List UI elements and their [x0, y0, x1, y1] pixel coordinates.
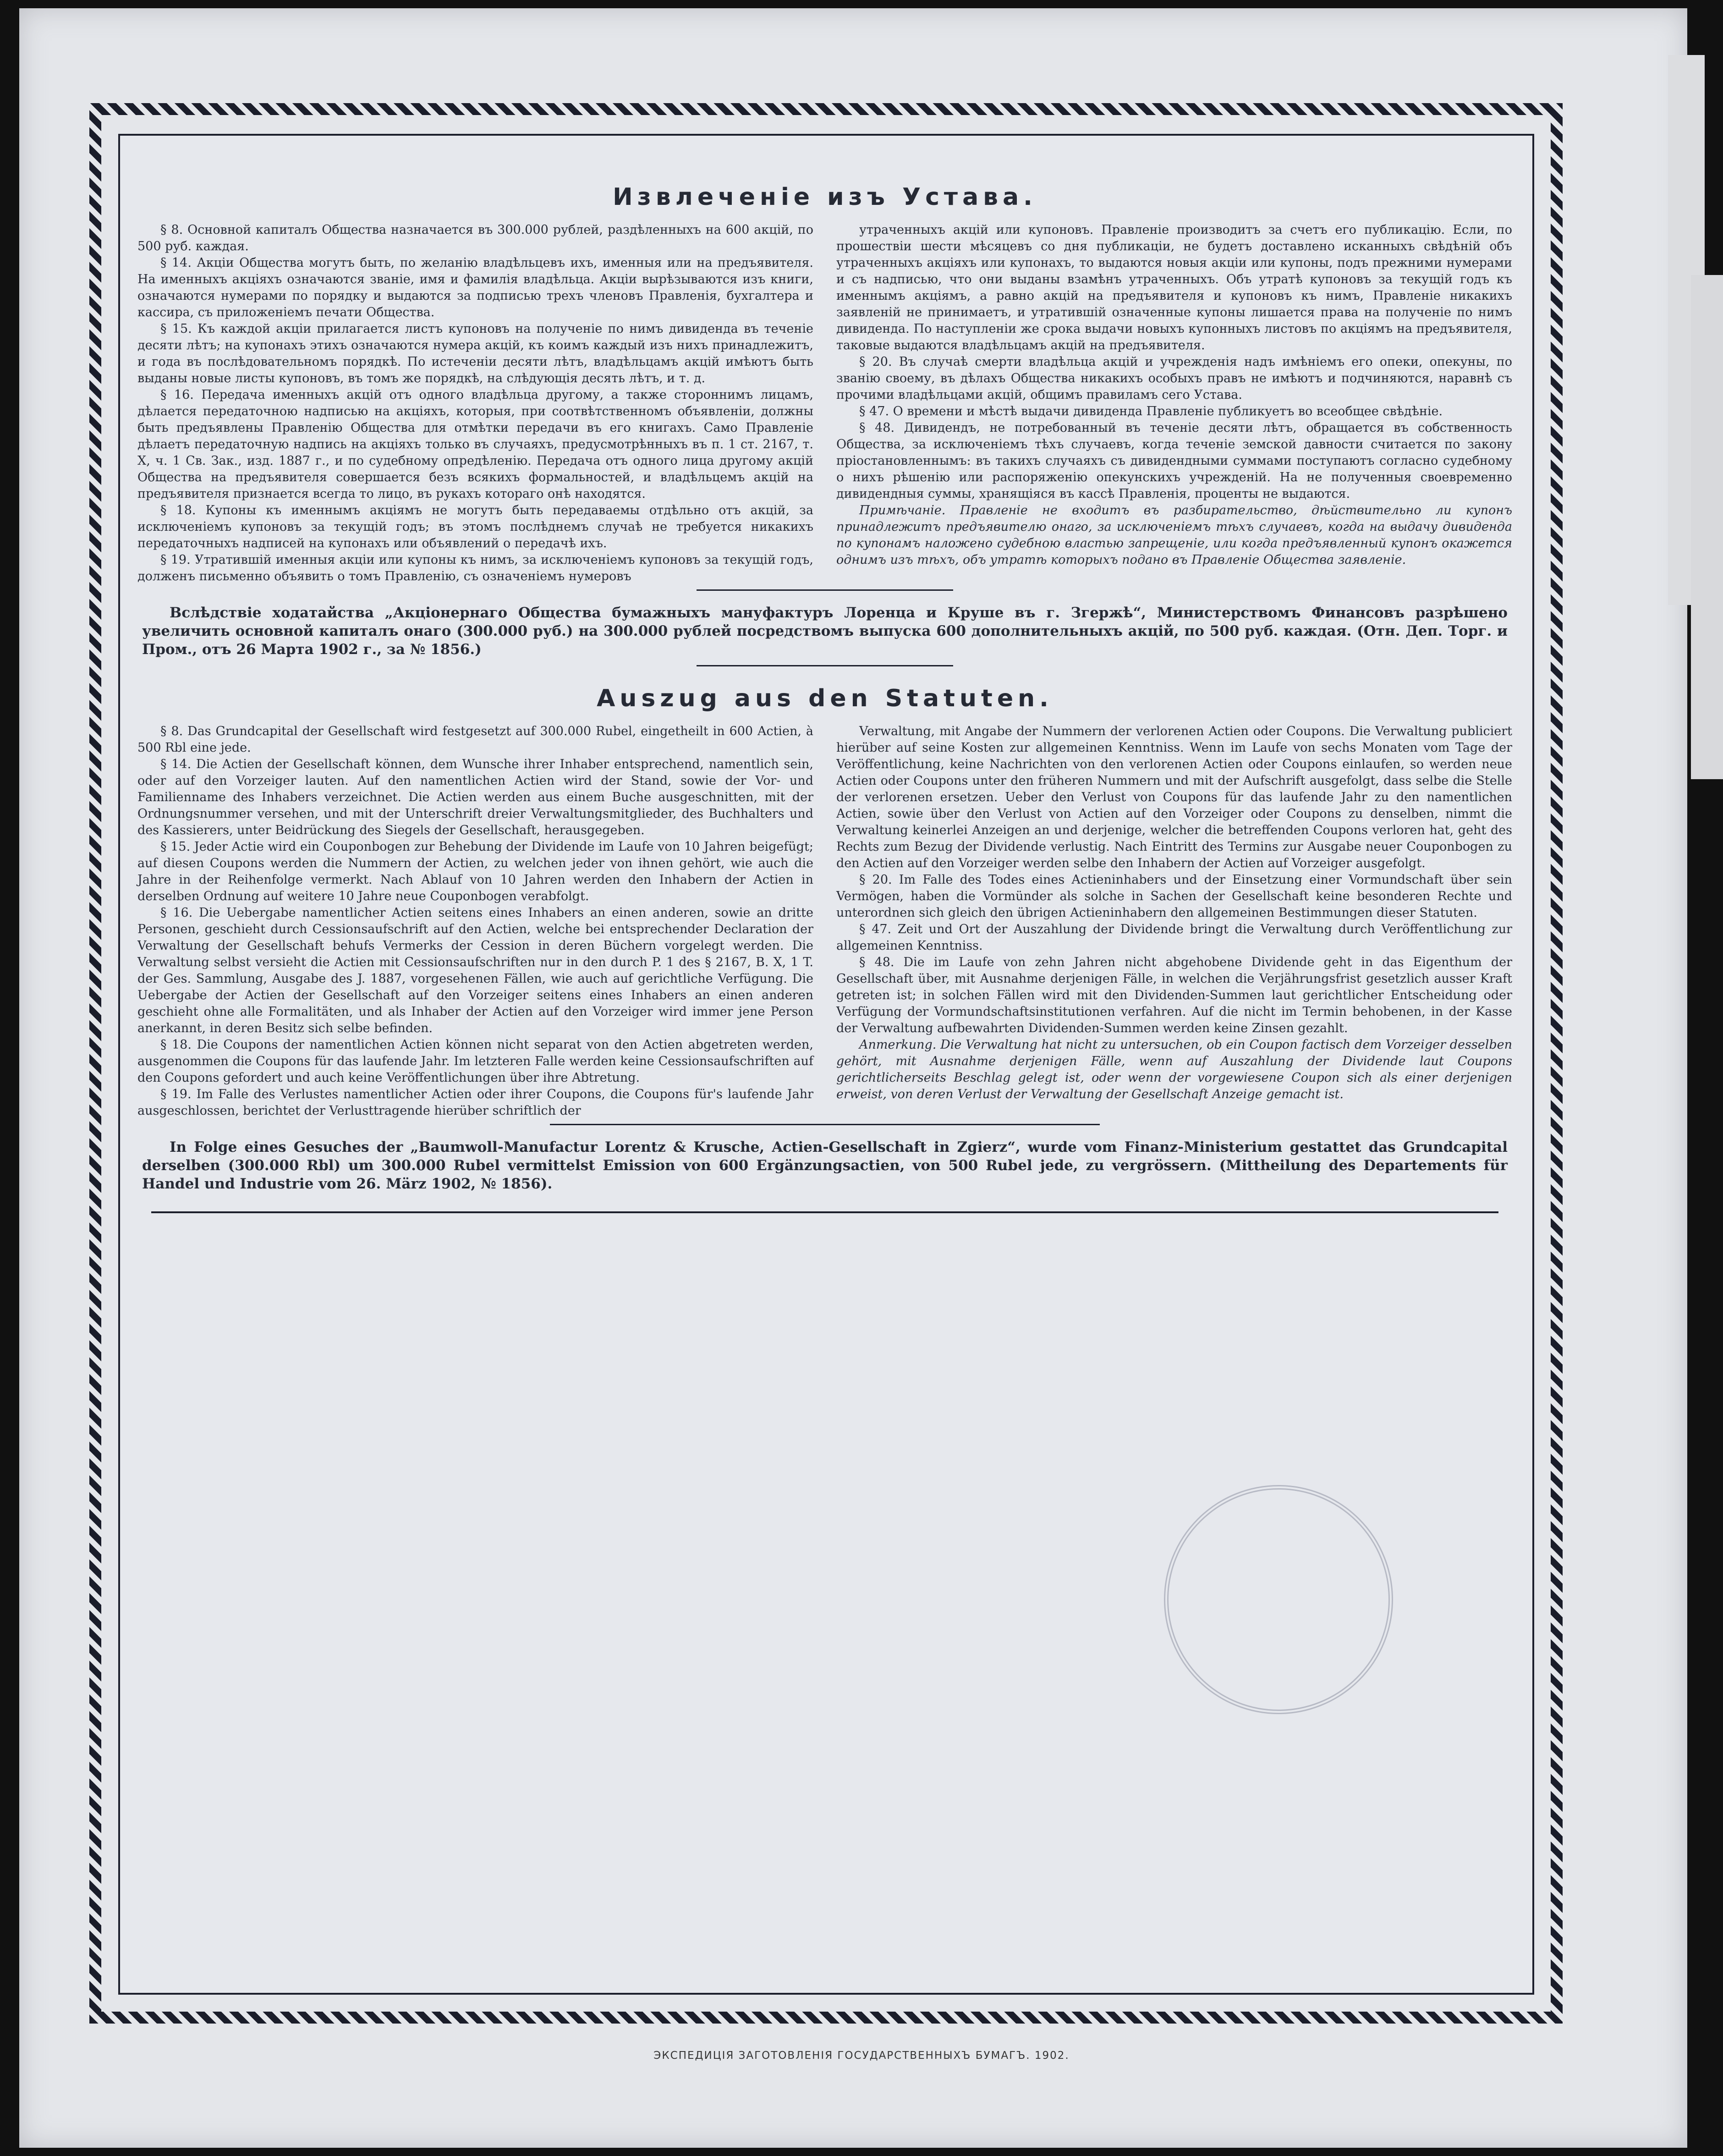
paragraph: § 16. Передача именныхъ акцій отъ одного владѣльца другому, а также стороннимъ лицамъ, дѣлается передаточною надписью на акціяхъ, которыя, при соотвѣтственномъ объявленіи, должны быть предъявлены Правленію Общества для отмѣтки передачи въ его книгахъ. Само Правленіе дѣлаетъ передаточную надпись на акціяхъ только въ случаяхъ, предусмотрѣнныхъ въ п. 1 ст. 2167, т. X, ч. 1 Св. Зак., изд. 1887 г., и по судебному опредѣленію. Передача отъ одного лица другому акцій Общества на предъявителя совершается безъ всякихъ формальностей, и владѣльцемъ акцій на предъявителя признается всегда то лицо, въ рукахъ котораго онѣ находятся. — [137, 388, 813, 501]
paragraph: § 18. Купоны къ именнымъ акціямъ не могутъ быть передаваемы отдѣльно отъ акцій, за исключеніемъ купоновъ за текущій годъ; въ этомъ послѣднемъ случаѣ не требуется никакихъ передаточныхъ надписей на купонахъ или объявлений о передачѣ ихъ. — [137, 503, 813, 550]
paragraph: § 19. Утратившій именныя акціи или купоны къ нимъ, за исключеніемъ купоновъ за текущій годъ, долженъ письменно объявить о томъ Правленію, съ означеніемъ нумеровъ — [137, 553, 813, 583]
paragraph: § 14. Акціи Общества могутъ быть, по желанію владѣльцевъ ихъ, именныя или на предъявителя. На именныхъ акціяхъ означаются званіе, имя и фамилія владѣльца. Акціи вырѣзываются изъ книги, означаются нумерами по порядку и выдаются за подписью трехъ членовъ Правленія, бухгалтера и кассира, съ приложеніемъ печати Общества. — [137, 256, 813, 319]
paragraph: § 15. Jeder Actie wird ein Couponbogen zur Behebung der Dividende im Laufe von 10 Jahren beigefügt; auf diesen Coupons werden die Nummern der Actien, zu welchen jeder von ihnen gehört, wie auch die Jahre in der Reihenfolge vermerkt. Nach Ablauf von 10 Jahren werden den Inhabern der Actien in derselben Ordnung auf weitere 10 Jahre neue Couponbogen verabfolgt. — [137, 840, 813, 903]
paragraph: § 48. Die im Laufe von zehn Jahren nicht abgehobene Dividende geht in das Eigenthum der Gesellschaft über, mit Ausnahme derjenigen Fälle, in welchen die Verjährungsfrist gesetzlich ausser Kraft getreten ist; in solchen Fällen wird mit den Dividenden-Summen laut gerichtlicher Entscheidung oder Verfügung der Vormundschaftsinstitutionen verfahren. Auf die nicht im Termin behobenen, in der Kasse der Verwaltung aufbewahrten Dividenden-Summen werden keine Zinsen gezahlt. — [836, 955, 1512, 1035]
paragraph: § 19. Im Falle des Verlustes namentlicher Actien oder ihrer Coupons, die Coupons für's laufende Jahr ausgeschlossen, berichtet der Verlusttragende hierüber schriftlich der — [137, 1087, 813, 1118]
paragraph: § 8. Das Grundcapital der Gesellschaft wird festgesetzt auf 300.000 Rubel, eingetheilt in 600 Actien, à 500 Rbl eine jede. — [137, 724, 813, 755]
russian-notice: Вслѣдствіе ходатайства „Акціонернаго Общества бумажныхъ мануфактуръ Лоренца и Круше въ г. Згержѣ“, Министерствомъ Финансовъ разрѣшено увеличить основной капиталъ онаго (300.000 руб.) на 300.000 рублей посредствомъ выпуска 600 дополнительныхъ акцій, по 500 руб. каждая. (Отн. Деп. Торг. и Пром., отъ 26 Марта 1902 г., за № 1856.) — [142, 605, 1508, 658]
paragraph: § 18. Die Coupons der namentlichen Actien können nicht separat von den Actien abgetreten werden, ausgenommen die Coupons für das laufende Jahr. Im letzteren Falle werden keine Cessionsaufschriften auf den Coupons gefordert und auch keine Veröffentlichungen über ihre Abtretung. — [137, 1038, 813, 1085]
document-content — [137, 151, 1512, 1975]
paragraph: § 48. Дивидендъ, не потребованный въ теченіе десяти лѣтъ, обращается въ собственность Общества, за исключеніемъ тѣхъ случаевъ, когда теченіе земской давности считается по закону пріостановленнымъ: въ такихъ случаяхъ съ дивидендными суммами поступаютъ согласно судебному о нихъ рѣшенію или распоряженію опекунскихъ учрежденій. На не полученныя своевременно дивидендныя суммы, хранящіяся въ кассѣ Правленія, проценты не выдаются. — [836, 421, 1512, 501]
russian-title: Извлеченіе изъ Устава. — [613, 183, 1037, 211]
paper-tab-strip — [1691, 275, 1723, 779]
paragraph: § 47. О времени и мѣстѣ выдачи дивиденда Правленіе публикуетъ во всеобщее свѣдѣніе. — [859, 404, 1443, 418]
paragraph: § 14. Die Actien der Gesellschaft können, dem Wunsche ihrer Inhaber entsprechend, namentlich sein, oder auf den Vorzeiger lauten. Auf den namentlichen Actien wird der Stand, sowie der Vor- und Familienname des Inhabers verzeichnet. Die Actien werden aus einem Buche ausgeschnitten, mit der Ordnungsnummer versehen, und mit der Unterschrift dreier Verwaltungsmitglieder, des Buchhalters und des Kassierers, unter Beidrückung des Siegels der Gesellschaft, herausgegeben. — [137, 757, 813, 837]
russian-columns — [137, 222, 1512, 585]
printer-imprint: ЭКСПЕДИЦІЯ ЗАГОТОВЛЕНІЯ ГОСУДАРСТВЕННЫХЪ БУМАГЪ. 1902. — [653, 2050, 1070, 2062]
paragraph: § 16. Die Uebergabe namentlicher Actien seitens eines Inhabers an einen anderen, sowie an dritte Personen, geschieht durch Cessionsaufschrift auf den Actien, welche bei entsprechender Declaration der Verwaltung der Gesellschaft behufs Vermerks der Cession in deren Büchern vorgelegt werden. Die Verwaltung selbst versieht die Actien mit Cessionsaufschriften nur in den durch P. 1 des § 2167, B. X, 1 T. der Ges. Sammlung, Ausgabe des J. 1887, vorgesehenen Fällen, wie auch auf gerichtliche Verfügung. Die Uebergabe der Actien der Gesellschaft auf den Vorzeiger seitens eines Inhabers an einen anderen geschieht ohne alle Formalitäten, und als Inhaber der Actien auf den Vorzeiger wird immer jene Person anerkannt, in deren Besitz sich selbe befinden. — [137, 906, 813, 1035]
paragraph: § 20. Въ случаѣ смерти владѣльца акцій и учрежденія надъ имѣніемъ его опеки, опекуны, по званію своему, въ дѣлахъ Общества никакихъ особыхъ правъ не имѣютъ и подчиняются, наравнѣ съ прочими владѣльцами акцій, общимъ правиламъ сего Устава. — [836, 355, 1512, 402]
paragraph: § 20. Im Falle des Todes eines Actieninhabers und der Einsetzung einer Vormundschaft über sein Vermögen, haben die Vormünder als solche in Sachen der Gesellschaft keine besonderen Rechte und unterordnen sich gleich den übrigen Actieninhabern den allgemeinen Bestimmungen dieser Statuten. — [836, 873, 1512, 920]
russian-right-column — [836, 222, 1512, 585]
long-divider — [151, 1211, 1498, 1213]
german-notice: In Folge eines Gesuches der „Baumwoll-Manufactur Lorentz & Krusche, Actien-Gesellschaft in Zgierz“, wurde vom Finanz-Ministerium gestattet das Grundcapital derselben (300.000 Rbl) um 300.000 Rubel vermittelst Emission von 600 Ergänzungsactien, von 500 Rubel jede, zu vergrössern. (Mittheilung des Departements für Handel und Industrie vom 26. März 1902, № 1856). — [142, 1139, 1508, 1192]
paragraph: Anmerkung. Die Verwaltung hat nicht zu untersuchen, ob ein Coupon factisch dem Vorzeiger desselben gehört, mit Ausnahme derjenigen Fälle, wenn auf Auszahlung der Dividende laut Coupons gerichtlicherseits Beschlag gelegt ist, oder wenn der vorgewiesene Coupon sich als einer derjenigen erweist, von deren Verlust der Verwaltung der Gesellschaft Anzeige gemacht ist. — [836, 1038, 1512, 1101]
german-left-column — [137, 723, 813, 1119]
german-right-column — [836, 723, 1512, 1119]
paragraph: утраченныхъ акцій или купоновъ. Правленіе производитъ за счетъ его публикацію. Если, по прошествіи шести мѣсяцевъ со дня публикаціи, не будетъ доставлено исканныхъ свѣдѣній объ утраченныхъ акціяхъ или купонахъ, то выдаются новыя акціи или купоны, подъ прежними нумерами и съ надписью, что они выданы взамѣнъ утраченныхъ. Объ утратѣ купоновъ за текущій годъ къ именнымъ акціямъ, а равно акцій на предъявителя и купоновъ къ нимъ, Правленіе никакихъ заявленій не принимаетъ, и утратившій означенные купоны лишается права на полученіе по нимъ дивиденда. По наступленіи же срока выдачи новыхъ купонныхъ листовъ по акціямъ на предъявителя, таковые выдаются владѣльцамъ акцій на предъявителя. — [836, 223, 1512, 352]
russian-left-column — [137, 222, 813, 585]
paragraph: § 15. Къ каждой акціи прилагается листъ купоновъ на полученіе по нимъ дивиденда въ теченіе десяти лѣтъ; на купонахъ этихъ означаются нумера акцій, къ коимъ каждый изъ нихъ принадлежитъ, и года въ послѣдовательномъ порядкѣ. По истеченіи десяти лѣтъ, владѣльцамъ акцій имѣютъ быть выданы новые листы купоновъ, въ томъ же порядкѣ, на слѣдующія десять лѣтъ, и т. д. — [137, 322, 813, 385]
paragraph: § 8. Основной капиталъ Общества назначается въ 300.000 рублей, раздѣленныхъ на 600 акцій, по 500 руб. каждая. — [137, 223, 813, 253]
german-columns — [137, 723, 1512, 1119]
paragraph: § 47. Zeit und Ort der Auszahlung der Dividende bringt die Verwaltung durch Veröffentlichung zur allgemeinen Kenntniss. — [836, 922, 1512, 953]
german-title: Auszug aus den Statuten. — [597, 685, 1053, 712]
divider — [697, 589, 953, 591]
divider — [697, 665, 953, 666]
paragraph: Примѣчаніе. Правленіе не входитъ въ разбирательство, дѣйствительно ли купонъ принадлежитъ предъявителю онаго, за исключеніемъ тѣхъ случаевъ, когда на выдачу дивиденда по купонамъ наложено судебною властью запрещеніе, или когда предъявленный купонъ окажется однимъ изъ тѣхъ, объ утратѣ которыхъ подано въ Правленіе Общества заявленіе. — [836, 503, 1512, 567]
divider — [550, 1124, 1100, 1125]
paragraph: Verwaltung, mit Angabe der Nummern der verlorenen Actien oder Coupons. Die Verwaltung publiciert hierüber auf seine Kosten zur allgemeinen Kenntniss. Wenn im Laufe von sechs Monaten vom Tage der Veröffentlichung, keine Nachrichten von den verlorenen Actien oder Coupons einlaufen, so werden neue Actien oder Coupons unter den früheren Nummern und mit der Aufschrift ausgefolgt, dass selbe die Stelle der verlorenen ersetzen. Ueber den Verlust von Coupons für das laufende Jahr zu den namentlichen Actien, sowie über den Verlust von Actien auf den Vorzeiger oder Coupons zu denselben, nimmt die Verwaltung keinerlei Anzeigen an und derjenige, welcher die betreffenden Coupons verloren hat, geht des Rechts zum Bezug der Dividende verlustig. Nach Eintritt des Termins zur Ausgabe neuer Couponbogen zu den Actien auf den Vorzeiger werden selbe den Inhabern der Actien auf Vorzeiger ausgefolgt. — [836, 724, 1512, 870]
